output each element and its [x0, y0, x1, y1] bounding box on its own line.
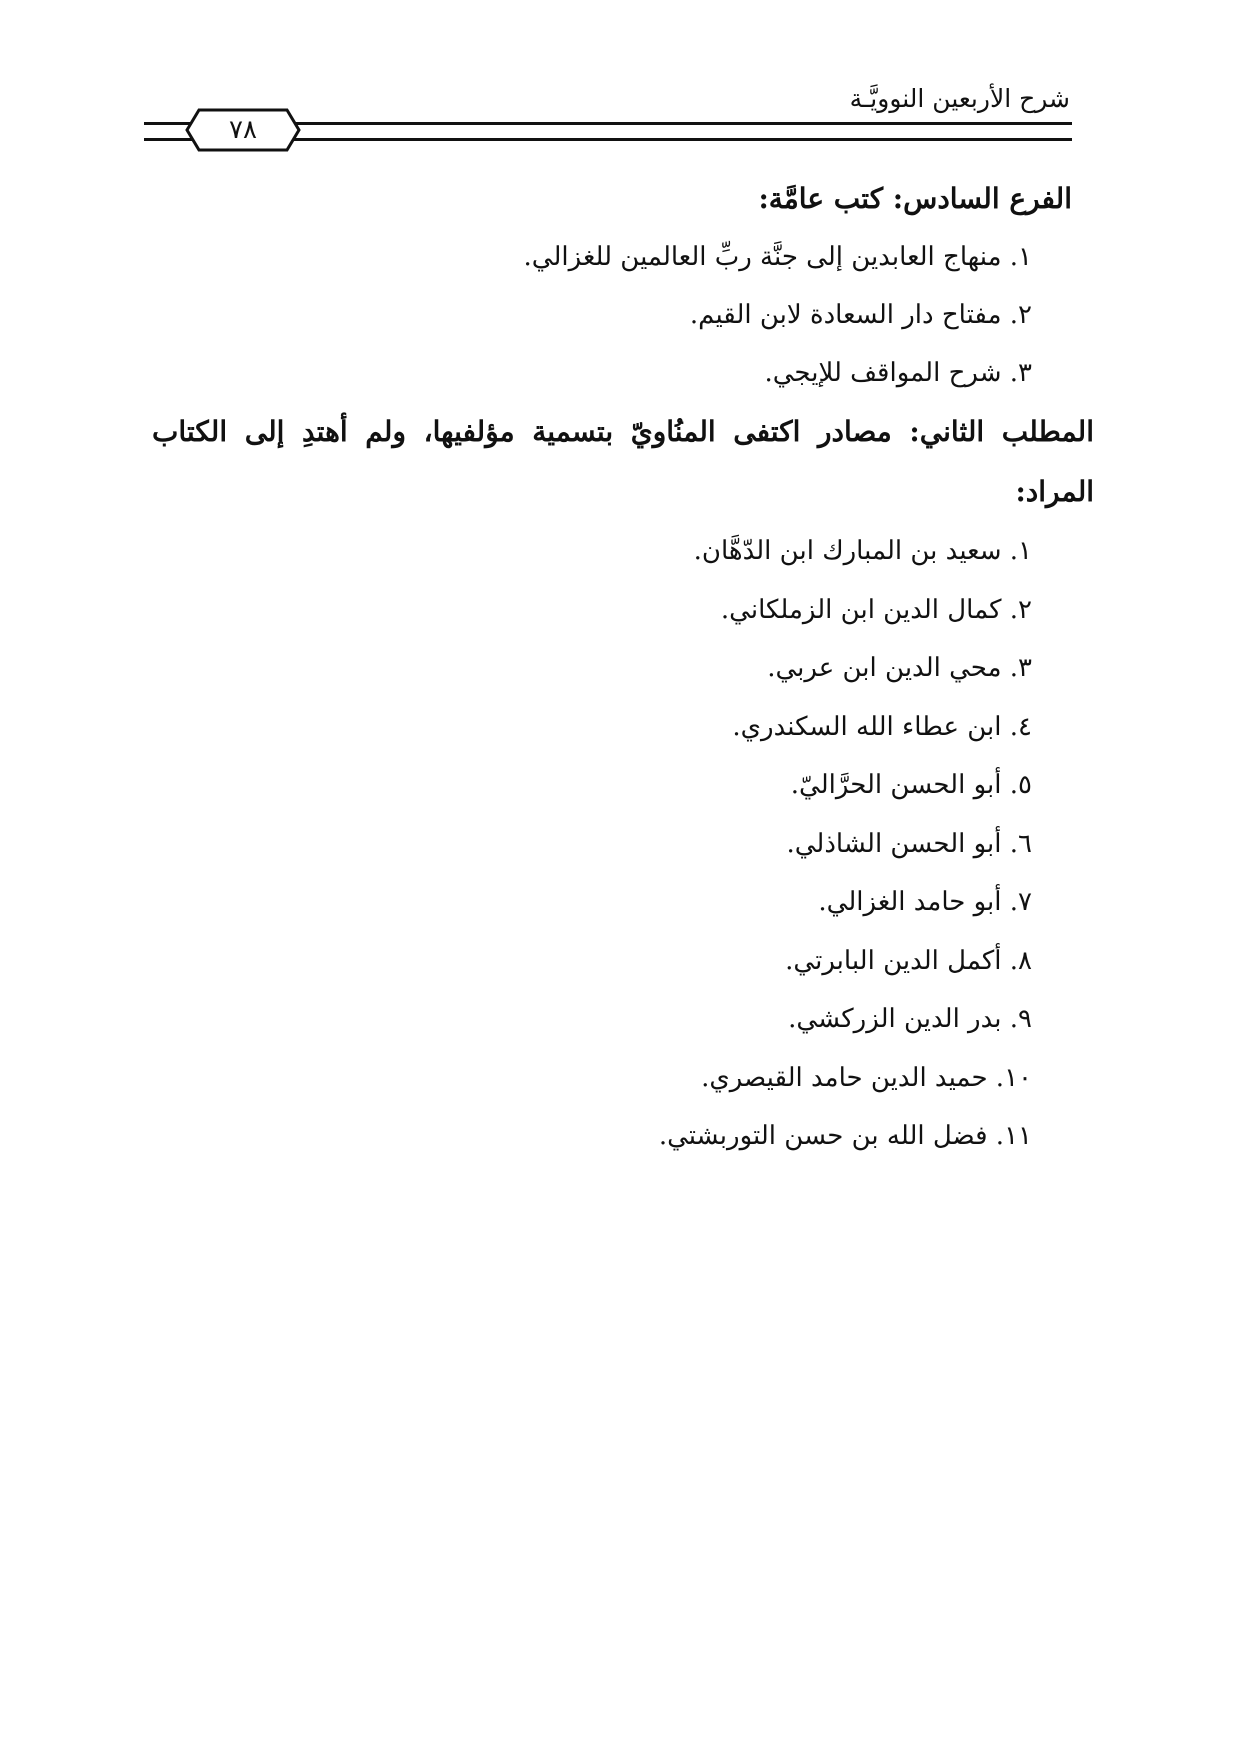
list-item: ٧. أبو حامد الغزالي. [818, 887, 1032, 917]
list-item: ٥. أبو الحسن الحرَّاليّ. [790, 770, 1032, 800]
section6-list [152, 228, 1072, 402]
running-title: شرح الأربعين النوويَّـة [849, 84, 1070, 113]
page-number: ٧٨ [229, 115, 257, 145]
list-item: ٣. شرح المواقف للإيجي. [764, 358, 1032, 388]
list-item: ١. منهاج العابدين إلى جنَّة ربِّ العالمين للغزالي. [523, 242, 1032, 272]
list-item: ٢. كمال الدين ابن الزملكاني. [720, 594, 1032, 625]
list-item: ١١. فضل الله بن حسن التوربشتي. [658, 1121, 1032, 1151]
page-number-badge [185, 108, 301, 152]
list-item: ٣. محي الدين ابن عربي. [767, 653, 1032, 683]
section2-heading: المطلب الثاني: مصادر اكتفى المنُاويّ بتسمية مؤلفيها، ولم أهتدِ إلى الكتاب [152, 415, 1094, 448]
section2-heading-continued: المراد: [1015, 475, 1094, 508]
list-item: ٨. أكمل الدين البابرتي. [785, 945, 1032, 976]
list-item: ٢. مفتاح دار السعادة لابن القيم. [689, 300, 1032, 330]
section6-heading: الفرع السادس: كتب عامَّة: [758, 182, 1072, 215]
list-item: ٦. أبو الحسن الشاذلي. [786, 828, 1032, 859]
list-item: ١٠. حميد الدين حامد القيصري. [701, 1062, 1032, 1093]
section2-list [152, 522, 1072, 1166]
list-item: ٩. بدر الدين الزركشي. [788, 1004, 1032, 1034]
list-item: ٤. ابن عطاء الله السكندري. [732, 711, 1032, 742]
page-body [152, 170, 1094, 1166]
list-item: ١. سعيد بن المبارك ابن الدّهَّان. [693, 536, 1032, 566]
